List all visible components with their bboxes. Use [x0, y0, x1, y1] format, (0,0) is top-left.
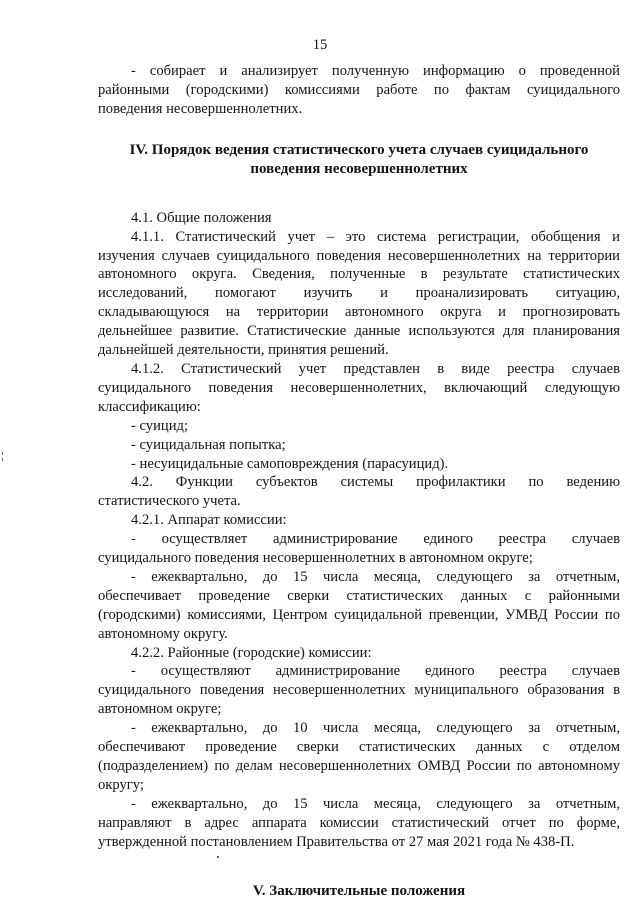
text-line: складывающуюся на территории автономного округа и прогнозировать: [98, 304, 620, 321]
scan-speck: [217, 856, 219, 858]
text-line: автономного округа. Сведения, полученные в результате статистических: [98, 266, 620, 283]
heading-line: IV. Порядок ведения статистического учета случаев суицидального: [129, 141, 589, 158]
paragraph-4-2-1-item-2: [98, 568, 620, 644]
text-line: - ежеквартально, до 10 числа месяца, следующего за отчетным,: [131, 720, 620, 737]
text-line: - собирает и анализирует полученную информацию о проведенной: [131, 63, 620, 79]
paragraph-4-2-2-item-1: [98, 662, 620, 719]
text-line: - ежеквартально, до 15 числа месяца, следующего за отчетным,: [131, 795, 620, 812]
text-line: суицидального поведения несовершеннолетних в автономном округе;: [98, 550, 533, 567]
text-line: - ежеквартально, до 15 числа месяца, следующего за отчетным,: [131, 568, 620, 585]
scan-mark: [2, 458, 3, 461]
paragraph-4-1-2: [98, 360, 620, 417]
text-line: утвержденной постановлением Правительства от 27 мая 2021 года № 438-П.: [98, 833, 575, 850]
text-line: округу;: [98, 776, 144, 793]
text-line: изучения случаев суицидального поведения несовершеннолетних на территории: [98, 247, 620, 264]
text-line: поведения несовершеннолетних.: [98, 100, 303, 117]
subsection-4-2-1: 4.2.1. Аппарат комиссии:: [131, 512, 287, 529]
text-line: суицидального поведения несовершеннолетних, включающий следующую: [98, 379, 620, 396]
paragraph-4-2-2-item-2: [98, 719, 620, 795]
text-line: обеспечивает проведение сверки статистических данных с районными: [98, 587, 620, 604]
classification-list: [98, 417, 620, 474]
intro-paragraph: [98, 62, 620, 119]
text-line: классификацию:: [98, 398, 201, 415]
text-line: районными (городскими) комиссиями работе по фактам суицидального: [98, 81, 620, 98]
section-5-heading: [98, 882, 620, 901]
text-line: автономном округе;: [98, 701, 222, 718]
list-item: - суицид;: [131, 417, 188, 434]
text-line: 4.1.1. Статистический учет – это система регистрации, обобщения и: [131, 228, 620, 245]
text-line: дальнейшей деятельности, принятия решений.: [98, 342, 389, 359]
paragraph-4-2: [98, 473, 620, 511]
text-line: статистического учета.: [98, 493, 241, 510]
list-item: - суицидальная попытка;: [131, 436, 286, 453]
text-line: - осуществляет администрирование единого реестра случаев: [131, 531, 620, 548]
heading-line: поведения несовершеннолетних: [250, 160, 468, 177]
text-line: исследований, помогают изучить и проанализировать ситуацию,: [98, 285, 620, 302]
scan-mark: [2, 452, 3, 455]
section-4-heading: [98, 141, 620, 179]
text-line: - осуществляют администрирование единого реестра случаев: [131, 663, 620, 680]
text-line: 4.1.2. Статистический учет представлен в виде реестра случаев: [131, 360, 620, 377]
paragraph-4-2-2-item-3: [98, 795, 620, 852]
text-line: суицидального поведения несовершеннолетних муниципального образования в: [98, 682, 620, 699]
subsection-4-2-2: 4.2.2. Районные (городские) комиссии:: [131, 644, 372, 661]
list-item: - несуицидальные самоповреждения (парасуицид).: [131, 455, 449, 472]
subsection-4-1: 4.1. Общие положения: [131, 209, 272, 226]
text-line: дельнейшее развитие. Статистические данные используются для планирования: [98, 323, 620, 340]
page-number: 15: [312, 37, 328, 53]
text-line: 4.2. Функции субъектов системы профилактики по ведению: [131, 474, 620, 491]
heading-line: V. Заключительные положения: [252, 882, 466, 899]
text-line: (городскими) комиссиями, Центром суицидальной превенции, УМВД России по: [98, 606, 620, 623]
text-line: (подразделением) по делам несовершеннолетних ОМВД России по автономному: [98, 758, 620, 774]
text-line: автономному округу.: [98, 625, 228, 642]
paragraph-4-2-1-item-1: [98, 530, 620, 568]
paragraph-4-1-1: [98, 228, 620, 360]
text-line: направляют в адрес аппарата комиссии статистический отчет по форме,: [98, 814, 620, 831]
text-line: обеспечивают проведение сверки статистических данных с отделом: [98, 739, 620, 756]
document-body: [98, 62, 620, 901]
